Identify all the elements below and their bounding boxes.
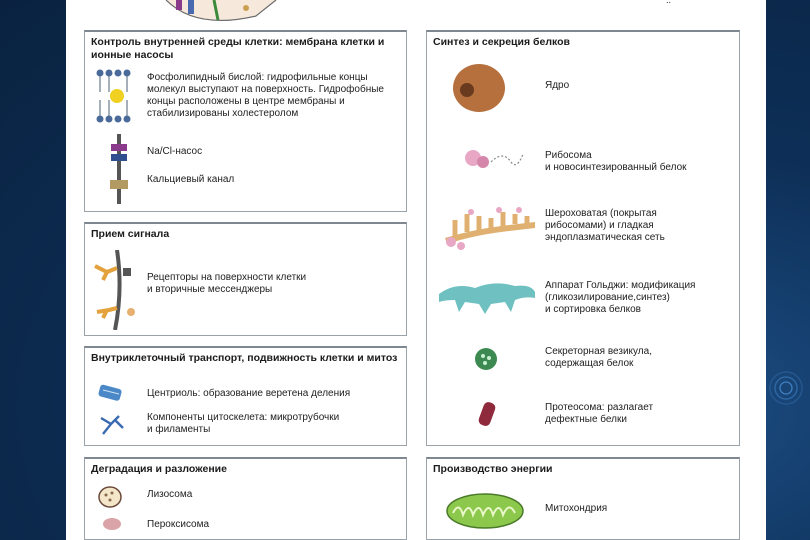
panel-degradation: [84, 457, 407, 540]
panel-transport: [84, 346, 407, 446]
golgi-label: Аппарат Гольджи: модификация (гликозилирование,синтез) и сортировка белков: [545, 280, 696, 315]
mitochondria-icon: [445, 491, 525, 531]
cytoskeleton-icon: [97, 412, 125, 438]
panel-title: Прием сигнала: [91, 228, 170, 240]
lysosome-icon: [97, 485, 123, 509]
receptor-icon: [93, 250, 141, 330]
panel-title: Внутриклеточный транспорт, подвижность клетки и митоз: [91, 352, 398, 364]
golgi-apparatus-icon: [435, 276, 539, 316]
panel-membrane: [84, 30, 407, 212]
receptor-label: Рецепторы на поверхности клетки и вторичные мессенджеры: [147, 272, 307, 295]
mito-label: Митохондрия: [545, 503, 608, 514]
secretory-vesicle-icon: [473, 346, 499, 372]
channel-label: Кальциевый канал: [147, 174, 235, 185]
ribosome-label: Рибосома и новосинтезированный белок: [545, 150, 687, 173]
panel-title: Контроль внутренней среды клетки: мембрана клетки и ионные насосы: [91, 36, 385, 61]
cell-illustration-fragment: [136, 0, 296, 26]
proteasome-label: Протеосома: разлагает дефектные белки: [545, 402, 654, 425]
cropped-label: ..: [666, 0, 672, 5]
background-swirl-icon: [768, 370, 804, 406]
nucleus-icon: [451, 62, 507, 114]
centriole-label: Центриоль: образование веретена деления: [147, 388, 351, 399]
phospholipid-bilayer-icon: [95, 68, 135, 124]
panel-synthesis: [426, 30, 740, 446]
pump-label: Na/Cl-насос: [147, 146, 203, 157]
peroxisome-icon: [101, 517, 123, 531]
panel-title: Производство энергии: [433, 463, 553, 475]
lysosome-label: Лизосома: [147, 489, 193, 500]
bilayer-description: Фосфолипидный бислой: гидрофильные концы молекул выступают на поверхность. Гидрофобные концы расположены в центре мембраны и стабилизированы холестеролом: [147, 72, 384, 119]
panel-title: Деградация и разложение: [91, 463, 227, 475]
vesicle-label: Секреторная везикула, содержащая белок: [545, 346, 652, 369]
peroxisome-label: Пероксисома: [147, 519, 210, 530]
calcium-channel-icon: [107, 170, 131, 204]
nucleus-label: Ядро: [545, 80, 570, 91]
na-cl-pump-icon: [107, 134, 131, 174]
panel-signal: [84, 222, 407, 336]
panel-energy: [426, 457, 740, 540]
er-label: Шероховатая (покрытая рибосомами) и гладкая эндоплазматическая сеть: [545, 208, 665, 243]
endoplasmic-reticulum-icon: [441, 202, 541, 252]
ribosome-icon: [457, 144, 527, 174]
proteasome-icon: [475, 400, 499, 430]
figure-sheet: [66, 0, 766, 540]
panel-title: Синтез и секреция белков: [433, 36, 570, 48]
cytoskeleton-label: Компоненты цитоскелета: микротрубочки и филаменты: [147, 412, 340, 435]
centriole-icon: [97, 384, 125, 404]
